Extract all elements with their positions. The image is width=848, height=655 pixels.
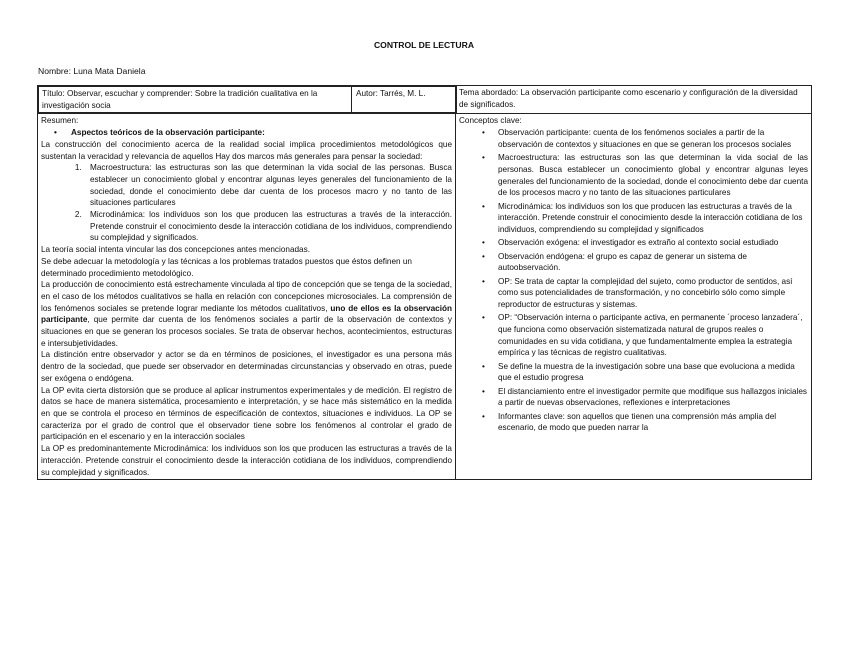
concept-item: • OP: “Observación interna o participante activa, en permanente ´proceso lanzadera´, que funciona como observación sistematizada natural de grupos reales o comunidades en su vida cotidiana, y que fundamentalmente emplea la estrategia empírica y las técnicas de registro cualitativas. <box>498 312 808 359</box>
frameworks-list <box>41 162 452 244</box>
concept-item: • Se define la muestra de la investigación sobre una base que evoluciona a medida que el estudio progresa <box>498 361 808 384</box>
content-row <box>38 114 812 480</box>
resumen-intro: La construcción del conocimiento acerca de la realidad social implica procedimientos metodológicos que sustentan la veracidad y relevancia de aquellos Hay dos marcos más generales para pensar la sociedad: <box>41 139 452 161</box>
concept-item: • Observación endógena: el grupo es capaz de generar un sistema de autoobservación. <box>498 251 808 274</box>
conceptos-list <box>459 127 808 434</box>
resumen-label: Resumen: <box>41 116 79 126</box>
resumen-paragraph: Se debe adecuar la metodología y las técnicas a los problemas tratados puestos que éstos definen un determinado procedimiento metodológico. <box>41 256 412 278</box>
concept-item: • Informantes clave: son aquellos que tienen una comprensión más amplia del escenario, de modo que pueden narrar la <box>498 411 808 434</box>
title-author-cell <box>38 86 456 114</box>
resumen-heading-list <box>41 127 452 139</box>
resumen-paragraph: La teoría social intenta vincular las dos concepciones antes mencionadas. <box>41 245 310 255</box>
concept-item: • Observación participante: cuenta de los fenómenos sociales a partir de la observación de contextos y situaciones en que se generan los procesos sociales <box>498 127 808 150</box>
reading-control-table <box>37 85 812 480</box>
resumen-paragraph: La OP es predominantemente Microdinámica: los individuos son los que producen las estructuras a través de la interacción. Pretende construir el conocimiento desde la interacción cotidiana de los individuos, comprendiendo su complejidad y significados. <box>41 444 452 477</box>
concept-item: • OP: Se trata de captar la complejidad del sujeto, como productor de sentidos, así como sus potencialidades de transformación, y no concebirlo sólo como simple reproductor de estructuras y sistemas. <box>498 276 808 311</box>
conceptos-cell <box>456 114 812 480</box>
framework-item: 2. Microdinámica: los individuos son los que producen las estructuras a través de la interacción. Pretende construir el conocimiento desde la interacción cotidiana de los individuos, comprendiendo su complejidad y significados. <box>84 209 452 244</box>
concept-item: • Macroestructura: las estructuras son las que determinan la vida social de las personas. Busca establecer un conocimiento global y encontrar algunas leyes generales del funcionamiento de la sociedad, donde el conocimiento debe dar cuenta de los procesos macro y no tanto de las situaciones particulares <box>498 152 808 199</box>
resumen-paragraph <box>41 279 452 349</box>
reading-title: Título: Observar, escuchar y comprender: Sobre la tradición cualitativa en la investigación socia <box>39 87 352 113</box>
resumen-heading: • Aspectos teóricos de la observación participante: <box>71 127 452 139</box>
student-name: Nombre: Luna Mata Daniela <box>38 66 146 76</box>
resumen-paragraph: La OP evita cierta distorsión que se produce al aplicar instrumentos experimentales y de medición. El registro de datos se hace de manera sistemática, procesamiento e interpretación, y se hace más sistemático en la medida en que se controla el proceso en términos de especificación de contextos, situaciones e individuos. La OP se caracteriza por el grado de control que el observador tiene sobre los fenómenos al controlar el grado de participación en el escenario y en la interacción sociales <box>41 385 452 442</box>
concept-item: • El distanciamiento entre el investigador permite que modifique sus hallazgos iniciales a partir de nuevas observaciones, reflexiones e interpretaciones <box>498 386 808 409</box>
paragraph-emphasis: uno de ellos es la observación participante <box>41 303 452 325</box>
framework-item: 1. Macroestructura: las estructuras son las que determinan la vida social de las personas. Busca establecer un conocimiento global y encontrar algunas leyes generales del funcionamiento de la sociedad, donde el conocimiento debe dar cuenta de los procesos macro y no tanto de las situaciones particulares <box>84 162 452 209</box>
header-row <box>38 86 812 114</box>
concept-item: • Observación exógena: el investigador es extraño al contexto social estudiado <box>498 237 808 249</box>
resumen-paragraph: La distinción entre observador y actor se da en términos de posiciones, el investigador es una persona más dentro de la sociedad, que puede ser observador en determinadas circunstancias y observado en otras, puede ser exógena o endógena. <box>41 350 452 383</box>
document-title: CONTROL DE LECTURA <box>373 40 475 50</box>
paragraph-text: La producción de conocimiento está estrechamente vinculada al tipo de concepción que se tenga de la sociedad, en el caso de los métodos cualitativos se halla en relación con concepciones microsociales. La comprensión de los fenómenos sociales se pretende lograr mediante los métodos cualitativos, <box>41 280 452 313</box>
topic-cell: Tema abordado: La observación participante como escenario y configuración de la diversidad de significados. <box>456 86 812 114</box>
reading-author: Autor: Tarrés, M. L. <box>352 87 457 113</box>
concept-item: • Microdinámica: los individuos son los que producen las estructuras a través de la interacción. Pretende construir el conocimiento desde la interacción cotidiana de los individuos, comprendiendo su complejidad y significados <box>498 201 808 236</box>
resumen-cell <box>38 114 456 480</box>
conceptos-label: Conceptos clave: <box>459 116 522 126</box>
paragraph-text: , que permite dar cuenta de los fenómenos sociales a partir de la observación de contextos y situaciones en que se generan los procesos sociales. Se trata de observar hechos, acontecimientos, estructuras e intersubjetividades. <box>41 315 452 348</box>
title-author-split <box>38 86 457 113</box>
